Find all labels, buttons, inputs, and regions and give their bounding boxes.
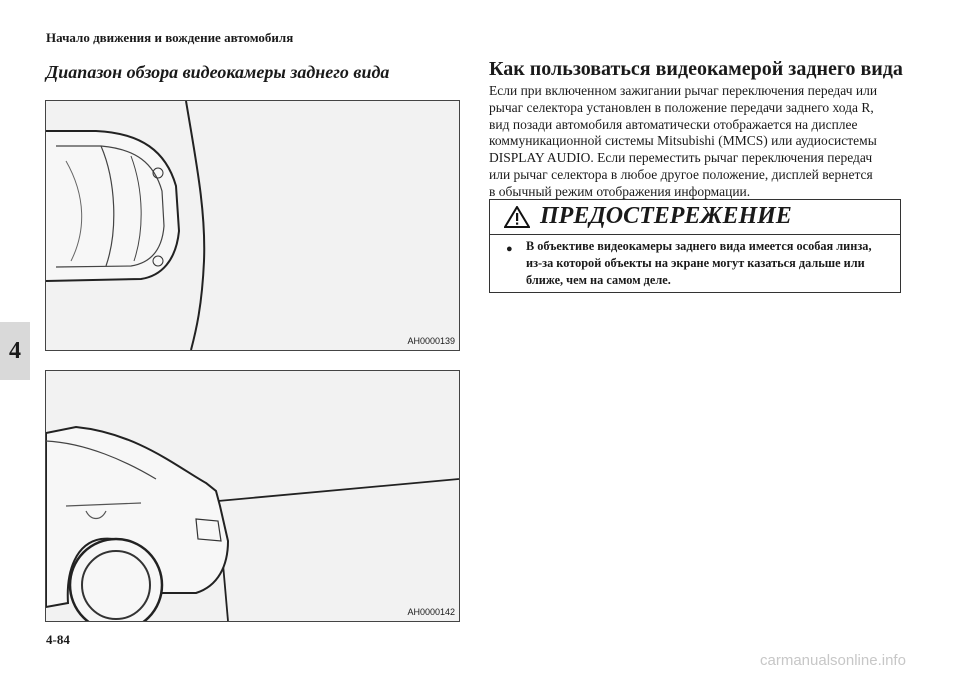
caution-line: В объективе видеокамеры заднего вида имеется особая линза, bbox=[526, 239, 872, 253]
body-line: Если при включенном зажигании рычаг переключения передач или bbox=[489, 83, 878, 98]
body-line: в обычный режим отображения информации. bbox=[489, 183, 751, 199]
body-line: DISPLAY AUDIO. Если переместить рычаг переключения передач bbox=[489, 150, 873, 166]
body-line: рычаг селектора установлен в положение передачи заднего хода R, bbox=[489, 99, 874, 115]
figure-code: AH0000139 bbox=[407, 336, 455, 346]
figure-top-view bbox=[45, 100, 460, 351]
warning-triangle-icon bbox=[504, 206, 530, 228]
page-number: 4-84 bbox=[46, 632, 70, 647]
car-side-view-illustration bbox=[46, 371, 459, 621]
body-line: вид позади автомобиля автоматически отображается на дисплее bbox=[489, 116, 858, 132]
caution-title: ПРЕДОСТЕРЕЖЕНИЕ bbox=[540, 203, 792, 229]
bullet-icon: ● bbox=[506, 243, 513, 255]
running-header: Начало движения и вождение автомобиля bbox=[46, 30, 294, 45]
caution-box bbox=[489, 199, 901, 293]
figure-section-title: Диапазон обзора видеокамеры заднего вида bbox=[46, 62, 390, 82]
watermark: carmanualsonline.info bbox=[760, 652, 906, 669]
chapter-number: 4 bbox=[9, 337, 21, 364]
body-line: или рычаг селектора в любое другое положение, дисплей вернется bbox=[489, 166, 873, 182]
body-line: коммуникационной системы Mitsubishi (MMCS) или аудиосистемы bbox=[489, 133, 877, 149]
section-title: Как пользоваться видеокамерой заднего вида bbox=[489, 58, 903, 80]
caution-text bbox=[526, 238, 886, 289]
caution-header bbox=[490, 200, 900, 235]
car-top-view-illustration bbox=[46, 101, 459, 350]
figure-code: AH0000142 bbox=[407, 607, 455, 617]
figure-side-view bbox=[45, 370, 460, 622]
chapter-tab bbox=[0, 322, 30, 380]
caution-line: из-за которой объекты на экране могут казаться дальше или bbox=[526, 256, 865, 270]
body-paragraph bbox=[489, 83, 909, 201]
caution-line: ближе, чем на самом деле. bbox=[526, 273, 671, 287]
